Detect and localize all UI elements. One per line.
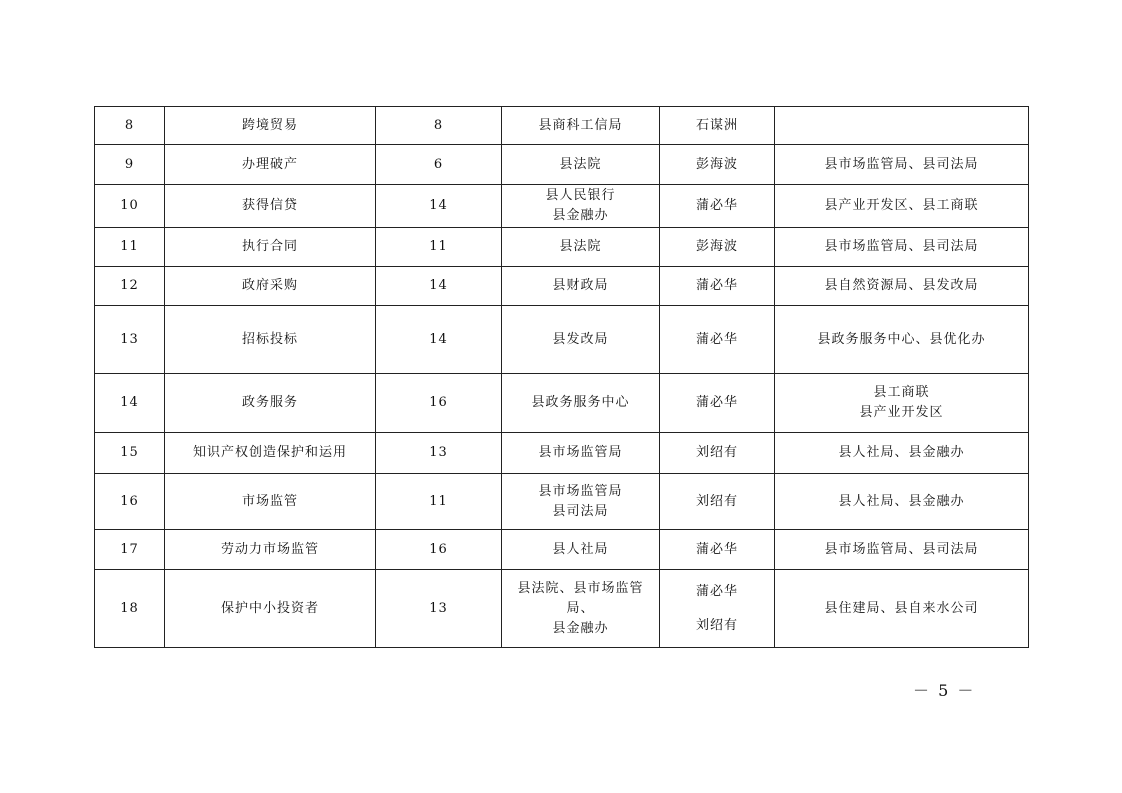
cell-indicator: 招标投标 [165, 306, 376, 374]
cell-count: 11 [376, 474, 502, 530]
cell-cooperating-units [775, 228, 1029, 267]
cell-cooperating-units-line: 县市场监管局、县司法局 [824, 239, 979, 254]
cell-cooperating-units-line: 县产业开发区 [859, 405, 944, 420]
cell-number: 17 [95, 530, 165, 570]
cell-cooperating-units [775, 185, 1029, 228]
cell-responsible-person [660, 374, 775, 433]
cell-responsible-person-line: 蒲必华 [695, 395, 738, 410]
cell-responsible-person-line: 蒲必华 [695, 541, 738, 557]
cell-count: 14 [376, 306, 502, 374]
cell-lead-unit-line: 县金融办 [552, 208, 609, 223]
cell-number: 14 [95, 374, 165, 433]
cell-cooperating-units [775, 306, 1029, 374]
cell-lead-unit [502, 228, 660, 267]
cell-cooperating-units [775, 530, 1029, 570]
cell-responsible-person-line: 蒲必华 [695, 331, 738, 347]
cell-cooperating-units-line: 县人社局、县金融办 [838, 493, 965, 509]
table-row [95, 107, 1029, 145]
cell-lead-unit [502, 570, 660, 648]
cell-number: 8 [95, 107, 165, 145]
cell-cooperating-units-line: 县市场监管局、县司法局 [824, 541, 979, 557]
table-body [95, 107, 1029, 648]
cell-lead-unit [502, 107, 660, 145]
cell-count: 11 [376, 228, 502, 267]
cell-lead-unit-line: 县法院 [559, 156, 602, 172]
cell-responsible-person-line: 蒲必华 [695, 583, 738, 599]
cell-count: 13 [376, 433, 502, 474]
table-row [95, 306, 1029, 374]
cell-lead-unit [502, 374, 660, 433]
cell-responsible-person-line: 刘绍有 [695, 617, 738, 633]
cell-count: 16 [376, 530, 502, 570]
cell-lead-unit [502, 530, 660, 570]
table-row [95, 145, 1029, 185]
cell-cooperating-units-line: 县住建局、县自来水公司 [824, 600, 979, 616]
cell-lead-unit-line: 县法院、县市场监管局、 [517, 580, 644, 616]
cell-number: 13 [95, 306, 165, 374]
cell-indicator: 获得信贷 [165, 185, 376, 228]
cell-responsible-person [660, 107, 775, 145]
cell-cooperating-units [775, 145, 1029, 185]
cell-responsible-person-line: 刘绍有 [695, 493, 738, 509]
cell-lead-unit-line: 县司法局 [552, 503, 609, 519]
table-row [95, 185, 1029, 228]
cell-count: 14 [376, 267, 502, 306]
cell-indicator: 劳动力市场监管 [165, 530, 376, 570]
cell-lead-unit-line: 县法院 [559, 239, 602, 254]
cell-lead-unit [502, 433, 660, 474]
cell-cooperating-units [775, 570, 1029, 648]
cell-indicator: 知识产权创造保护和运用 [165, 433, 376, 474]
cell-responsible-person [660, 570, 775, 648]
cell-count: 8 [376, 107, 502, 145]
cell-number: 11 [95, 228, 165, 267]
cell-number: 12 [95, 267, 165, 306]
page-number: － 5 － [913, 681, 976, 700]
cell-indicator: 执行合同 [165, 228, 376, 267]
cell-responsible-person [660, 185, 775, 228]
cell-cooperating-units-line: 县自然资源局、县发改局 [824, 278, 979, 293]
table-row [95, 267, 1029, 306]
cell-responsible-person-line: 刘绍有 [695, 445, 738, 460]
cell-lead-unit-line: 县人社局 [552, 541, 609, 557]
cell-number: 9 [95, 145, 165, 185]
cell-lead-unit-line: 县市场监管局 [538, 483, 623, 499]
cell-lead-unit-line: 县人民银行 [545, 188, 616, 203]
cell-responsible-person-line: 石谋洲 [695, 117, 738, 133]
cell-cooperating-units-line: 县产业开发区、县工商联 [824, 198, 979, 213]
table-row [95, 530, 1029, 570]
cell-indicator: 跨境贸易 [165, 107, 376, 145]
cell-lead-unit-line: 县商科工信局 [538, 117, 623, 133]
cell-indicator: 办理破产 [165, 145, 376, 185]
cell-responsible-person [660, 145, 775, 185]
cell-lead-unit [502, 185, 660, 228]
cell-lead-unit [502, 474, 660, 530]
table-row [95, 228, 1029, 267]
cell-indicator: 市场监管 [165, 474, 376, 530]
table-row [95, 474, 1029, 530]
cell-cooperating-units-line: 县人社局、县金融办 [838, 445, 965, 460]
cell-responsible-person-line: 彭海波 [695, 156, 738, 172]
cell-number: 10 [95, 185, 165, 228]
cell-number: 16 [95, 474, 165, 530]
table-row [95, 374, 1029, 433]
cell-lead-unit-line: 县财政局 [552, 278, 609, 293]
cell-number: 18 [95, 570, 165, 648]
cell-responsible-person-line: 蒲必华 [695, 278, 738, 293]
cell-lead-unit-line: 县金融办 [552, 620, 609, 636]
cell-responsible-person [660, 228, 775, 267]
cell-cooperating-units [775, 267, 1029, 306]
table-row [95, 570, 1029, 648]
cell-responsible-person-line: 蒲必华 [695, 198, 738, 213]
cell-lead-unit [502, 145, 660, 185]
cell-cooperating-units [775, 374, 1029, 433]
cell-responsible-person [660, 306, 775, 374]
cell-responsible-person [660, 267, 775, 306]
cell-cooperating-units [775, 433, 1029, 474]
cell-responsible-person-line: 彭海波 [695, 239, 738, 254]
cell-lead-unit-line: 县政务服务中心 [531, 395, 630, 410]
cell-lead-unit [502, 306, 660, 374]
cell-indicator: 政务服务 [165, 374, 376, 433]
cell-lead-unit [502, 267, 660, 306]
cell-responsible-person [660, 474, 775, 530]
cell-cooperating-units [775, 107, 1029, 145]
cell-count: 6 [376, 145, 502, 185]
cell-cooperating-units-line: 县工商联 [873, 385, 930, 400]
cell-cooperating-units-line: 县市场监管局、县司法局 [824, 156, 979, 172]
cell-cooperating-units-line: 县政务服务中心、县优化办 [817, 331, 986, 347]
cell-cooperating-units [775, 474, 1029, 530]
cell-indicator: 保护中小投资者 [165, 570, 376, 648]
cell-indicator: 政府采购 [165, 267, 376, 306]
cell-responsible-person [660, 433, 775, 474]
cell-count: 13 [376, 570, 502, 648]
cell-count: 14 [376, 185, 502, 228]
indicator-table [94, 106, 1029, 648]
cell-responsible-person [660, 530, 775, 570]
table-row [95, 433, 1029, 474]
cell-number: 15 [95, 433, 165, 474]
cell-count: 16 [376, 374, 502, 433]
cell-lead-unit-line: 县市场监管局 [538, 445, 623, 460]
cell-lead-unit-line: 县发改局 [552, 331, 609, 347]
